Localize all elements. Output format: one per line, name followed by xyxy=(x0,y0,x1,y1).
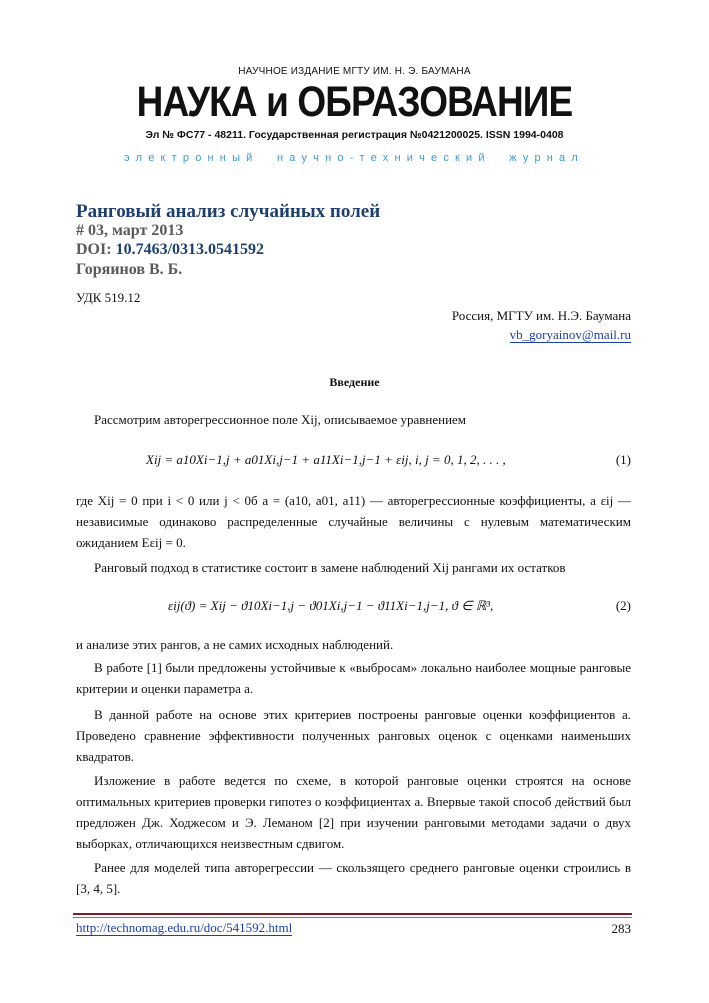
equation-2-formula: εij(ϑ) = Xij − ϑ10Xi−1,j − ϑ01Xi,j−1 − ϑ11Xi−1,j−1, ϑ ∈ ℝ³, xyxy=(168,598,494,613)
equation-1 xyxy=(76,452,631,472)
journal-name: НАУКА и ОБРАЗОВАНИЕ xyxy=(136,78,573,126)
udc-code: УДК 519.12 xyxy=(76,290,141,305)
equation-1-formula: Xij = a10Xi−1,j + a01Xi,j−1 + a11Xi−1,j−1 + εij, i, j = 0, 1, 2, . . . , xyxy=(146,452,506,467)
footer-url-link[interactable]: http://technomag.edu.ru/doc/541592.html xyxy=(76,920,293,935)
paragraph-5: В работе [1] были предложены устойчивые к «выбросам» локально наиболее мощные ранговые критерии и оценки параметра a. xyxy=(76,660,631,696)
registration-line: Эл № ФС77 - 48211. Государственная регистрация №0421200025. ISSN 1994-0408 xyxy=(145,129,564,141)
subtitle-word-3: журнал xyxy=(509,152,584,164)
email-link[interactable]: vb_goryainov@mail.ru xyxy=(509,327,631,342)
doi-label: DOI: xyxy=(76,241,116,258)
paragraph-7: Изложение в работе ведется по схеме, в которой ранговые оценки строятся на основе оптимальных критериев проверки гипотез о коэффициентах a. Впервые такой способ действий был предложен Дж. Ходжесом и Э. Леманом [2] при изучении ранговыми методами задачи о двух выборках, отличающихся неизвестным сдвигом. xyxy=(76,773,631,851)
paragraph-3: Ранговый подход в статистике состоит в замене наблюдений Xij рангами их остатков xyxy=(94,560,566,575)
publisher-line: НАУЧНОЕ ИЗДАНИЕ МГТУ ИМ. Н. Э. БАУМАНА xyxy=(238,66,471,77)
doi-line xyxy=(76,241,264,259)
paragraph-6: В данной работе на основе этих критериев построены ранговые оценки коэффициентов a. Проведено сравнение эффективности полученных ранговых оценок с оценками наименьших квадратов. xyxy=(76,707,631,764)
paragraph-2: где Xij = 0 при i < 0 или j < 0б a = (a10, a01, a11) — авторегрессионные коэффициенты, а εij — независимые одинаково распределенные случайные величины с нулевым математическим ожиданием Eεij = 0. xyxy=(76,493,631,550)
affiliation: Россия, МГТУ им. Н.Э. Баумана xyxy=(451,308,631,323)
section-heading: Введение xyxy=(329,375,380,389)
article-title: Ранговый анализ случайных полей xyxy=(76,201,381,222)
paragraph-4: и анализе этих рангов, а не самих исходных наблюдений. xyxy=(76,637,394,652)
subtitle-word-2: научно-технический xyxy=(277,152,491,164)
equation-2 xyxy=(76,598,631,618)
paragraph-8: Ранее для моделей типа авторегрессии — скользящего среднего ранговые оценки строились в [3, 4, 5]. xyxy=(76,860,631,896)
author: Горяинов В. Б. xyxy=(76,261,183,278)
footer-rule-thin xyxy=(73,917,632,918)
paragraph-1: Рассмотрим авторегрессионное поле Xij, описываемое уравнением xyxy=(94,412,467,427)
journal-subtitle xyxy=(124,152,584,164)
footer-rule xyxy=(73,913,632,915)
subtitle-word-1: электронный xyxy=(124,152,259,164)
page-number: 283 xyxy=(611,921,631,936)
issue-line: # 03, март 2013 xyxy=(76,222,184,239)
doi-value[interactable]: 10.7463/0313.0541592 xyxy=(115,241,265,258)
equation-1-number: (1) xyxy=(615,452,631,467)
equation-2-number: (2) xyxy=(615,598,631,613)
